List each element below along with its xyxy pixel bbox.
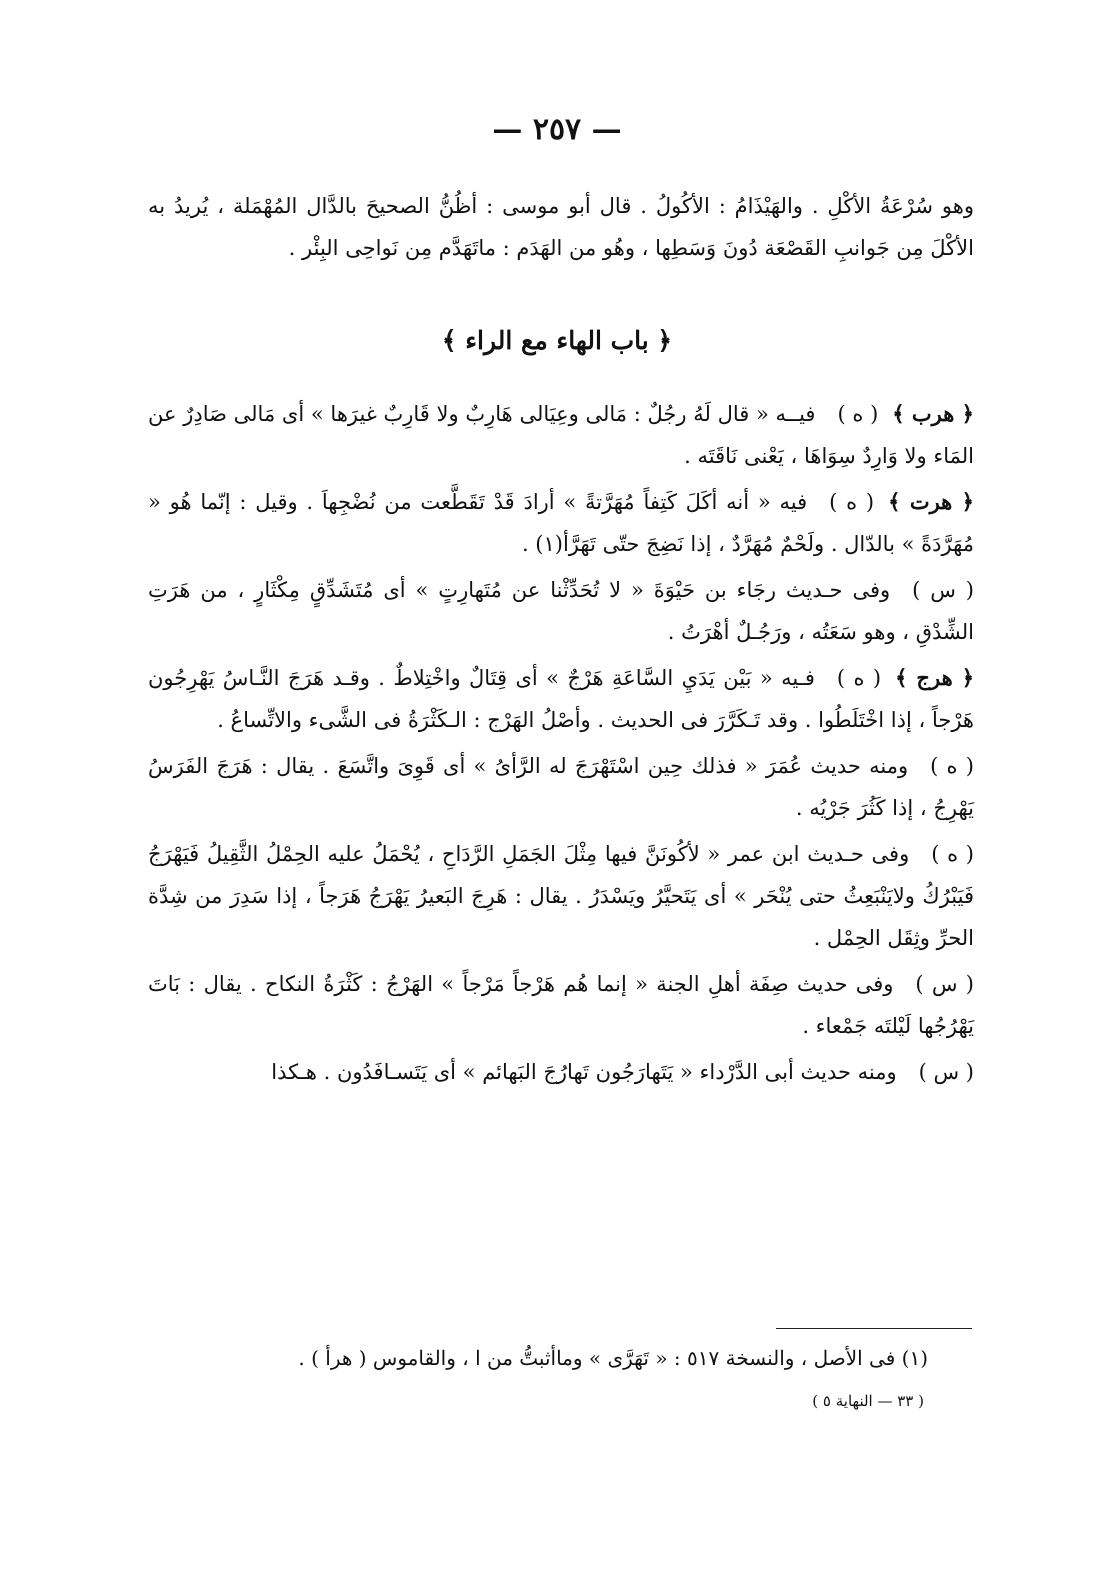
source-marker: ( ه ) xyxy=(837,402,879,426)
source-marker: ( ه ) xyxy=(931,842,974,866)
entry-haraj-darda xyxy=(148,1051,974,1093)
entry-text: فـيه « بَيْن يَدَيِ السَّاعَةِ هَرْجٌ » أى قِتَالٌ واخْتِلاطٌ . وقـد هَرَجَ النَّـاسُ يَهْرِجُون هَرْجاً ، إذا اخْتَلَطُوا . وقد تَـكَرَّرَ فى الحديث . وأصْلُ الهَرْج : الـكَثْرَةُ فى الشَّىء والاتِّساعُ . xyxy=(148,666,974,732)
source-marker: ( ه ) xyxy=(930,754,974,778)
footnote-divider xyxy=(776,1328,972,1329)
page-number: — ٢٥٧ — xyxy=(492,112,622,147)
entry-text: ومنه حديث أبى الدَّرْداء « يَتَهارَجُون تَهارُجَ البَهائم » أى يَتَسـافَدُون . هـكذا xyxy=(271,1060,897,1084)
entry-text: وفى حـديث رجَاء بن حَيْوَةَ « لا تُحَدِّثْنا عن مُتَهارِتٍ » أى مُتَشَدِّقٍ مِكْثَارٍ ، من هَرَتِ الشِّدْقِ ، وهو سَعَتُه ، ورَجُـلٌ أهْرَتُ . xyxy=(148,578,974,644)
source-marker: ( ه ) xyxy=(829,490,875,514)
section-heading: ﴿ باب الهاء مع الراء ﴾ xyxy=(441,326,673,355)
entry-text: ومنه حديث عُمَرَ « فذلك حِين اسْتَهْرَجَ له الرَّأىُ » أى قَوِىَ واتَّسَعَ . يقال : هَرَجَ الفَرَسُ يَهْرِجُ ، إذا كَثُرَ جَرْيُه . xyxy=(148,754,974,820)
signature-mark: ( ٣٣ — النهاية ٥ ) xyxy=(812,1392,924,1410)
entry-text: وفى حديث صِفَة أهلِ الجنة « إنما هُم هَرْجاً مَرْجاً » الهَرْجُ : كَثْرَةُ النكاح . يقال : بَاتَ يَهْرُجُها لَيْلتَه جَمْعاء . xyxy=(148,972,974,1038)
entry-haraj-umar xyxy=(148,745,974,829)
intro-text: وهو سُرْعَةُ الأكْلِ . والهَيْذَامُ : الأكُولُ . قال أبو موسى : أظُنُّ الصحيحَ بالدَّال المُهْمَلة ، يُريدُ به الأكْلَ مِن جَوانبِ القَصْعَة دُونَ وَسَطِها ، وهُو من الهَدَم : ماتَهَدَّم مِن نَواحِى البِئْر . xyxy=(148,194,974,260)
entry-label: ﴿ هرب ﴾ xyxy=(892,401,974,426)
entry-text: فيه « أنه أكَلَ كَتِفاً مُهَرَّتةً » أرادَ قَدْ تَقَطَّعت من نُضْجِهاَ . وقيل : إنّما هُو « مُهَرَّدَةً » بالدّال . ولَحْمٌ مُهَرَّدٌ ، إذا نَضِجَ حتّى تَهَرَّأ(١) . xyxy=(148,490,974,556)
entry-text: فيــه « قال لَهُ رجُلٌ : مَالى وعِيَالى هَارِبٌ ولا قَارِبٌ غيرَها » أى مَالى صَادِرٌ عن المَاء ولا وَارِدٌ سِوَاهَا ، يَعْنى نَاقَتَه . xyxy=(148,402,974,468)
entry-haraj-janna xyxy=(148,963,974,1047)
source-marker: ( ه ) xyxy=(836,666,882,690)
entries-list xyxy=(148,393,974,1097)
entry-haraj-ibn-umar xyxy=(148,833,974,959)
source-marker: ( س ) xyxy=(912,578,974,602)
entry-text: وفى حـديث ابن عمر « لأكُونَنَّ فيها مِثْلَ الجَمَلِ الرَّدَاحِ ، يُحْمَلُ عليه الحِمْلُ الثَّقِيلُ فَيَهْرَجُ فَيَبْرُكُ ولايَنْبَعِثُ حتى يُنْحَر » أى يَتَحيَّرُ ويَسْدَرُ . يقال : هَرِجَ البَعيرُ يَهْرَجُ هَرَجاً ، إذا سَدِرَ من شِدَّة الحرِّ وثِقَل الحِمْل . xyxy=(148,842,974,950)
entry-label: ﴿ هرج ﴾ xyxy=(895,665,974,690)
entry-harat-hadith xyxy=(148,569,974,653)
entry-harab xyxy=(148,393,974,477)
footnote: (١) فى الأصل ، والنسخة ٥١٧ : « تَهَرَّى » وماأثبتُّ من ا ، والقاموس ( هرأ ) . xyxy=(298,1346,928,1370)
entry-haraj xyxy=(148,657,974,741)
intro-paragraph xyxy=(148,185,974,273)
source-marker: ( س ) xyxy=(915,972,974,996)
entry-harat xyxy=(148,481,974,565)
source-marker: ( س ) xyxy=(918,1060,974,1084)
entry-label: ﴿ هرت ﴾ xyxy=(888,489,974,514)
